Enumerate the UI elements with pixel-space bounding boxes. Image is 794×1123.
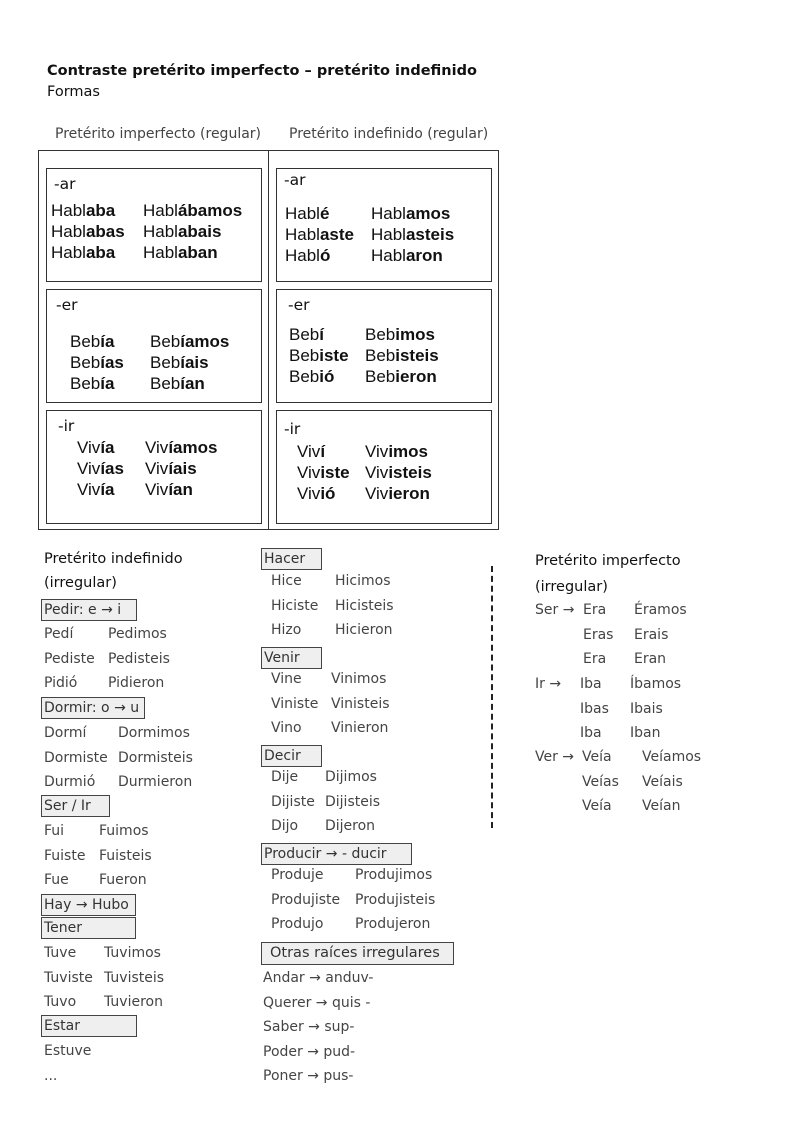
verb-form: Eran — [634, 651, 667, 667]
verb-ending: ó — [319, 246, 331, 265]
verb-stem: Beb — [289, 346, 320, 365]
verb-form: Era — [583, 651, 607, 667]
verb-stem: Viv — [365, 442, 389, 461]
verb-stem: Beb — [150, 353, 181, 372]
verb-form: Iba — [580, 676, 602, 692]
verb-ending: iste — [320, 463, 350, 482]
irregular-root-item: Poder → pud- — [263, 1043, 356, 1060]
verb-form: Tuviste — [44, 969, 93, 986]
verb-stem: Viv — [365, 484, 389, 503]
verb-form: Produjeron — [355, 916, 431, 932]
verb-ending: ió — [320, 484, 336, 503]
conjugation-form — [51, 222, 125, 242]
verb-ending: imos — [388, 442, 428, 461]
verb-ending: ías — [100, 353, 124, 372]
verb-form: Produjo — [271, 916, 324, 932]
conjugation-form — [77, 459, 124, 479]
conjugation-form — [70, 332, 114, 352]
verb-form: Dijiste — [271, 793, 315, 810]
verb-form: Ibais — [630, 700, 663, 717]
tener-label: Tener — [41, 917, 136, 939]
verb-ending: abas — [85, 222, 125, 241]
conjugation-form — [51, 201, 115, 221]
verb-form: Hicimos — [335, 573, 391, 589]
conjugation-form — [289, 325, 324, 345]
verb-form: Dijo — [271, 818, 299, 834]
page-title: Contraste pretérito imperfecto – pretérito indefinido — [47, 63, 477, 79]
conjugation-form — [143, 222, 221, 242]
conjugation-form — [150, 353, 209, 373]
verb-stem: Habl — [285, 225, 320, 244]
conjugation-form — [77, 480, 115, 500]
imperfect-ar-label: -ar — [54, 175, 76, 193]
conjugation-form — [285, 204, 329, 224]
verb-form: Fueron — [99, 872, 147, 888]
verb-stem: Viv — [145, 459, 169, 478]
verb-form: Hizo — [271, 622, 302, 638]
verb-ending: íamos — [180, 332, 230, 351]
verb-form: Iban — [630, 725, 661, 741]
verb-form: Veían — [642, 798, 681, 814]
ser-imperfect-label: Ser → — [535, 602, 575, 618]
verb-form: Produjimos — [355, 867, 433, 883]
verb-form: Hiciste — [271, 597, 319, 614]
verb-form: Vinimos — [331, 671, 387, 687]
conjugation-form — [297, 484, 335, 504]
verb-form: Pedimos — [108, 626, 167, 642]
verb-form: Fuiste — [44, 847, 86, 864]
conjugation-form — [365, 367, 437, 387]
conjugation-form — [365, 484, 430, 504]
verb-form: Produje — [271, 867, 324, 883]
indefinite-regular-heading: Pretérito indefinido (regular) — [289, 126, 489, 142]
verb-form: Dormimos — [118, 725, 190, 741]
verb-form: Tuve — [44, 945, 77, 961]
verb-form: Fue — [44, 872, 69, 888]
verb-form: Hicisteis — [335, 597, 394, 614]
verb-stem: Habl — [285, 204, 320, 223]
irregular-root-item: Poner → pus- — [263, 1068, 354, 1084]
verb-form: Veíais — [642, 773, 683, 790]
verb-ending: ía — [100, 374, 115, 393]
verb-form: Pidieron — [108, 675, 165, 691]
irregular-indefinite-heading-line2: (irregular) — [44, 575, 117, 591]
verb-ending: imos — [395, 325, 435, 344]
conjugation-form — [289, 367, 334, 387]
verb-form: Fui — [44, 823, 65, 839]
conjugation-form — [371, 246, 443, 266]
verb-stem: Viv — [145, 438, 169, 457]
verb-stem: Beb — [365, 346, 396, 365]
verb-form: Vinieron — [331, 720, 389, 736]
verb-stem: Viv — [77, 438, 101, 457]
dashed-separator — [491, 566, 493, 828]
verb-form: Vine — [271, 671, 302, 687]
producir-label: Producir → - ducir — [261, 843, 412, 865]
irregular-root-item: Querer → quis - — [263, 994, 371, 1011]
verb-ending: í — [319, 325, 324, 344]
indefinite-er-label: -er — [288, 296, 310, 314]
conjugation-form — [145, 438, 217, 458]
imperfect-regular-heading: Pretérito imperfecto (regular) — [55, 126, 262, 142]
conjugation-form — [145, 459, 197, 479]
conjugation-form — [297, 442, 325, 462]
verb-form: Durmió — [44, 774, 96, 790]
verb-form: Éramos — [634, 602, 687, 618]
verb-form: Viniste — [271, 695, 319, 712]
verb-ending: ía — [100, 332, 115, 351]
irregular-indefinite-heading-line1: Pretérito indefinido — [44, 551, 183, 567]
verb-ending: aba — [85, 201, 116, 220]
conjugation-form — [150, 374, 205, 394]
conjugation-form — [365, 463, 432, 483]
verb-form: Veía — [582, 749, 612, 765]
verb-ending: ieron — [395, 367, 437, 386]
irregular-root-item: Saber → sup- — [263, 1019, 355, 1035]
verb-form: Produjiste — [271, 891, 341, 908]
verb-stem: Beb — [70, 353, 101, 372]
verb-form: Fuimos — [99, 823, 149, 839]
verb-ending: ábamos — [177, 201, 243, 220]
verb-form: Dormiste — [44, 749, 108, 766]
verb-form: Fuisteis — [99, 847, 152, 864]
verb-stem: Viv — [297, 463, 321, 482]
verb-ending: ió — [319, 367, 335, 386]
imperfect-ir-label: -ir — [58, 417, 75, 435]
verb-form: Dijimos — [325, 769, 377, 785]
verb-ending: íamos — [168, 438, 218, 457]
verb-ending: íais — [168, 459, 197, 478]
verb-stem: Viv — [77, 480, 101, 499]
verb-form: Dijisteis — [325, 793, 381, 810]
verb-form: Veía — [582, 798, 612, 814]
conjugation-form — [371, 225, 454, 245]
verb-stem: Habl — [143, 201, 178, 220]
estar-label: Estar — [41, 1015, 137, 1037]
verb-ending: isteis — [395, 346, 439, 365]
conjugation-form — [285, 225, 354, 245]
verb-form: Tuvo — [44, 994, 77, 1010]
verb-ending: ías — [100, 459, 124, 478]
verb-stem: Beb — [150, 332, 181, 351]
conjugation-form — [70, 353, 124, 373]
pedir-label: Pedir: e → i — [41, 599, 137, 621]
verb-stem: Viv — [297, 442, 321, 461]
verb-ending: aste — [319, 225, 354, 244]
ir-imperfect-label: Ir → — [535, 676, 562, 692]
conjugation-form — [145, 480, 193, 500]
verb-stem: Viv — [145, 480, 169, 499]
verb-stem: Habl — [51, 243, 86, 262]
verb-form: Hicieron — [335, 622, 393, 638]
verb-form: Dijeron — [325, 818, 376, 834]
verb-ending: ían — [180, 374, 205, 393]
ver-imperfect-label: Ver → — [535, 749, 575, 765]
conjugation-form — [70, 374, 114, 394]
conjugation-form — [365, 325, 435, 345]
verb-form: Tuvieron — [104, 994, 163, 1010]
imperfect-er-label: -er — [56, 296, 78, 314]
verb-form: Pedisteis — [108, 650, 170, 667]
verb-form: Pidió — [44, 675, 78, 691]
verb-form: Durmieron — [118, 774, 193, 790]
verb-form: Produjisteis — [355, 891, 436, 908]
verb-ending: amos — [405, 204, 451, 223]
hay-label: Hay → Hubo — [41, 894, 136, 916]
verb-ending: ían — [168, 480, 193, 499]
verb-form: Dormisteis — [118, 749, 193, 766]
verb-ending: ía — [100, 480, 115, 499]
conjugation-form — [143, 201, 242, 221]
verb-stem: Habl — [143, 243, 178, 262]
table-divider — [268, 150, 269, 530]
conjugation-form — [51, 243, 115, 263]
conjugation-form — [143, 243, 218, 263]
verb-stem: Viv — [297, 484, 321, 503]
verb-form: Íbamos — [630, 676, 682, 692]
verb-stem: Beb — [289, 325, 320, 344]
verb-form: Dormí — [44, 725, 87, 741]
verb-ending: ía — [100, 438, 115, 457]
verb-form: Era — [583, 602, 607, 618]
ser-ir-label: Ser / Ir — [41, 795, 110, 817]
irregular-root-item: Andar → anduv- — [263, 970, 374, 986]
decir-label: Decir — [261, 745, 322, 767]
irregular-imperfect-heading-line2: (irregular) — [535, 579, 608, 595]
verb-stem: Habl — [143, 222, 178, 241]
verb-form: Veíamos — [642, 749, 702, 765]
verb-form: Vino — [271, 720, 302, 736]
conjugation-form — [365, 346, 439, 366]
verb-ending: iste — [319, 346, 349, 365]
verb-stem: Beb — [70, 332, 101, 351]
verb-form: Iba — [580, 725, 602, 741]
verb-form: Veías — [582, 773, 619, 790]
verb-ending: aban — [177, 243, 218, 262]
estar-ellipsis: ... — [44, 1068, 58, 1084]
verb-stem: Habl — [51, 222, 86, 241]
verb-ending: isteis — [388, 463, 432, 482]
indefinite-ir-label: -ir — [284, 420, 301, 438]
verb-stem: Habl — [285, 246, 320, 265]
verb-ending: ieron — [388, 484, 430, 503]
verb-stem: Habl — [51, 201, 86, 220]
verb-ending: í — [320, 442, 326, 461]
dormir-label: Dormir: o → u — [41, 697, 145, 719]
conjugation-form — [371, 204, 450, 224]
irregular-imperfect-heading-line1: Pretérito imperfecto — [535, 553, 681, 569]
conjugation-form — [365, 442, 428, 462]
verb-form: Dije — [271, 769, 299, 785]
conjugation-form — [285, 246, 330, 266]
verb-stem: Habl — [371, 204, 406, 223]
verb-ending: asteis — [405, 225, 455, 244]
page-subtitle: Formas — [47, 84, 100, 100]
verb-form: Pediste — [44, 650, 95, 667]
otras-raices-label: Otras raíces irregulares — [261, 942, 454, 965]
verb-ending: íais — [180, 353, 209, 372]
verb-stem: Habl — [371, 246, 406, 265]
verb-form: Vinisteis — [331, 695, 390, 712]
verb-stem: Beb — [289, 367, 320, 386]
verb-stem: Beb — [150, 374, 181, 393]
verb-stem: Beb — [70, 374, 101, 393]
verb-form: Ibas — [580, 700, 609, 717]
verb-ending: é — [319, 204, 330, 223]
verb-form: Tuvisteis — [104, 969, 165, 986]
estar-form: Estuve — [44, 1043, 92, 1059]
verb-form: Erais — [634, 626, 669, 643]
verb-stem: Habl — [371, 225, 406, 244]
conjugation-form — [150, 332, 229, 352]
conjugation-form — [289, 346, 349, 366]
conjugation-form — [297, 463, 350, 483]
hacer-label: Hacer — [261, 548, 322, 570]
verb-form: Eras — [583, 626, 614, 643]
venir-label: Venir — [261, 647, 322, 669]
verb-ending: aba — [85, 243, 116, 262]
verb-stem: Beb — [365, 367, 396, 386]
verb-stem: Viv — [365, 463, 389, 482]
verb-form: Pedí — [44, 626, 74, 642]
verb-ending: abais — [177, 222, 222, 241]
verb-ending: aron — [405, 246, 443, 265]
verb-form: Hice — [271, 573, 302, 589]
conjugation-form — [77, 438, 115, 458]
verb-stem: Viv — [77, 459, 101, 478]
verb-form: Tuvimos — [104, 945, 161, 961]
indefinite-ar-label: -ar — [284, 171, 306, 189]
verb-stem: Beb — [365, 325, 396, 344]
